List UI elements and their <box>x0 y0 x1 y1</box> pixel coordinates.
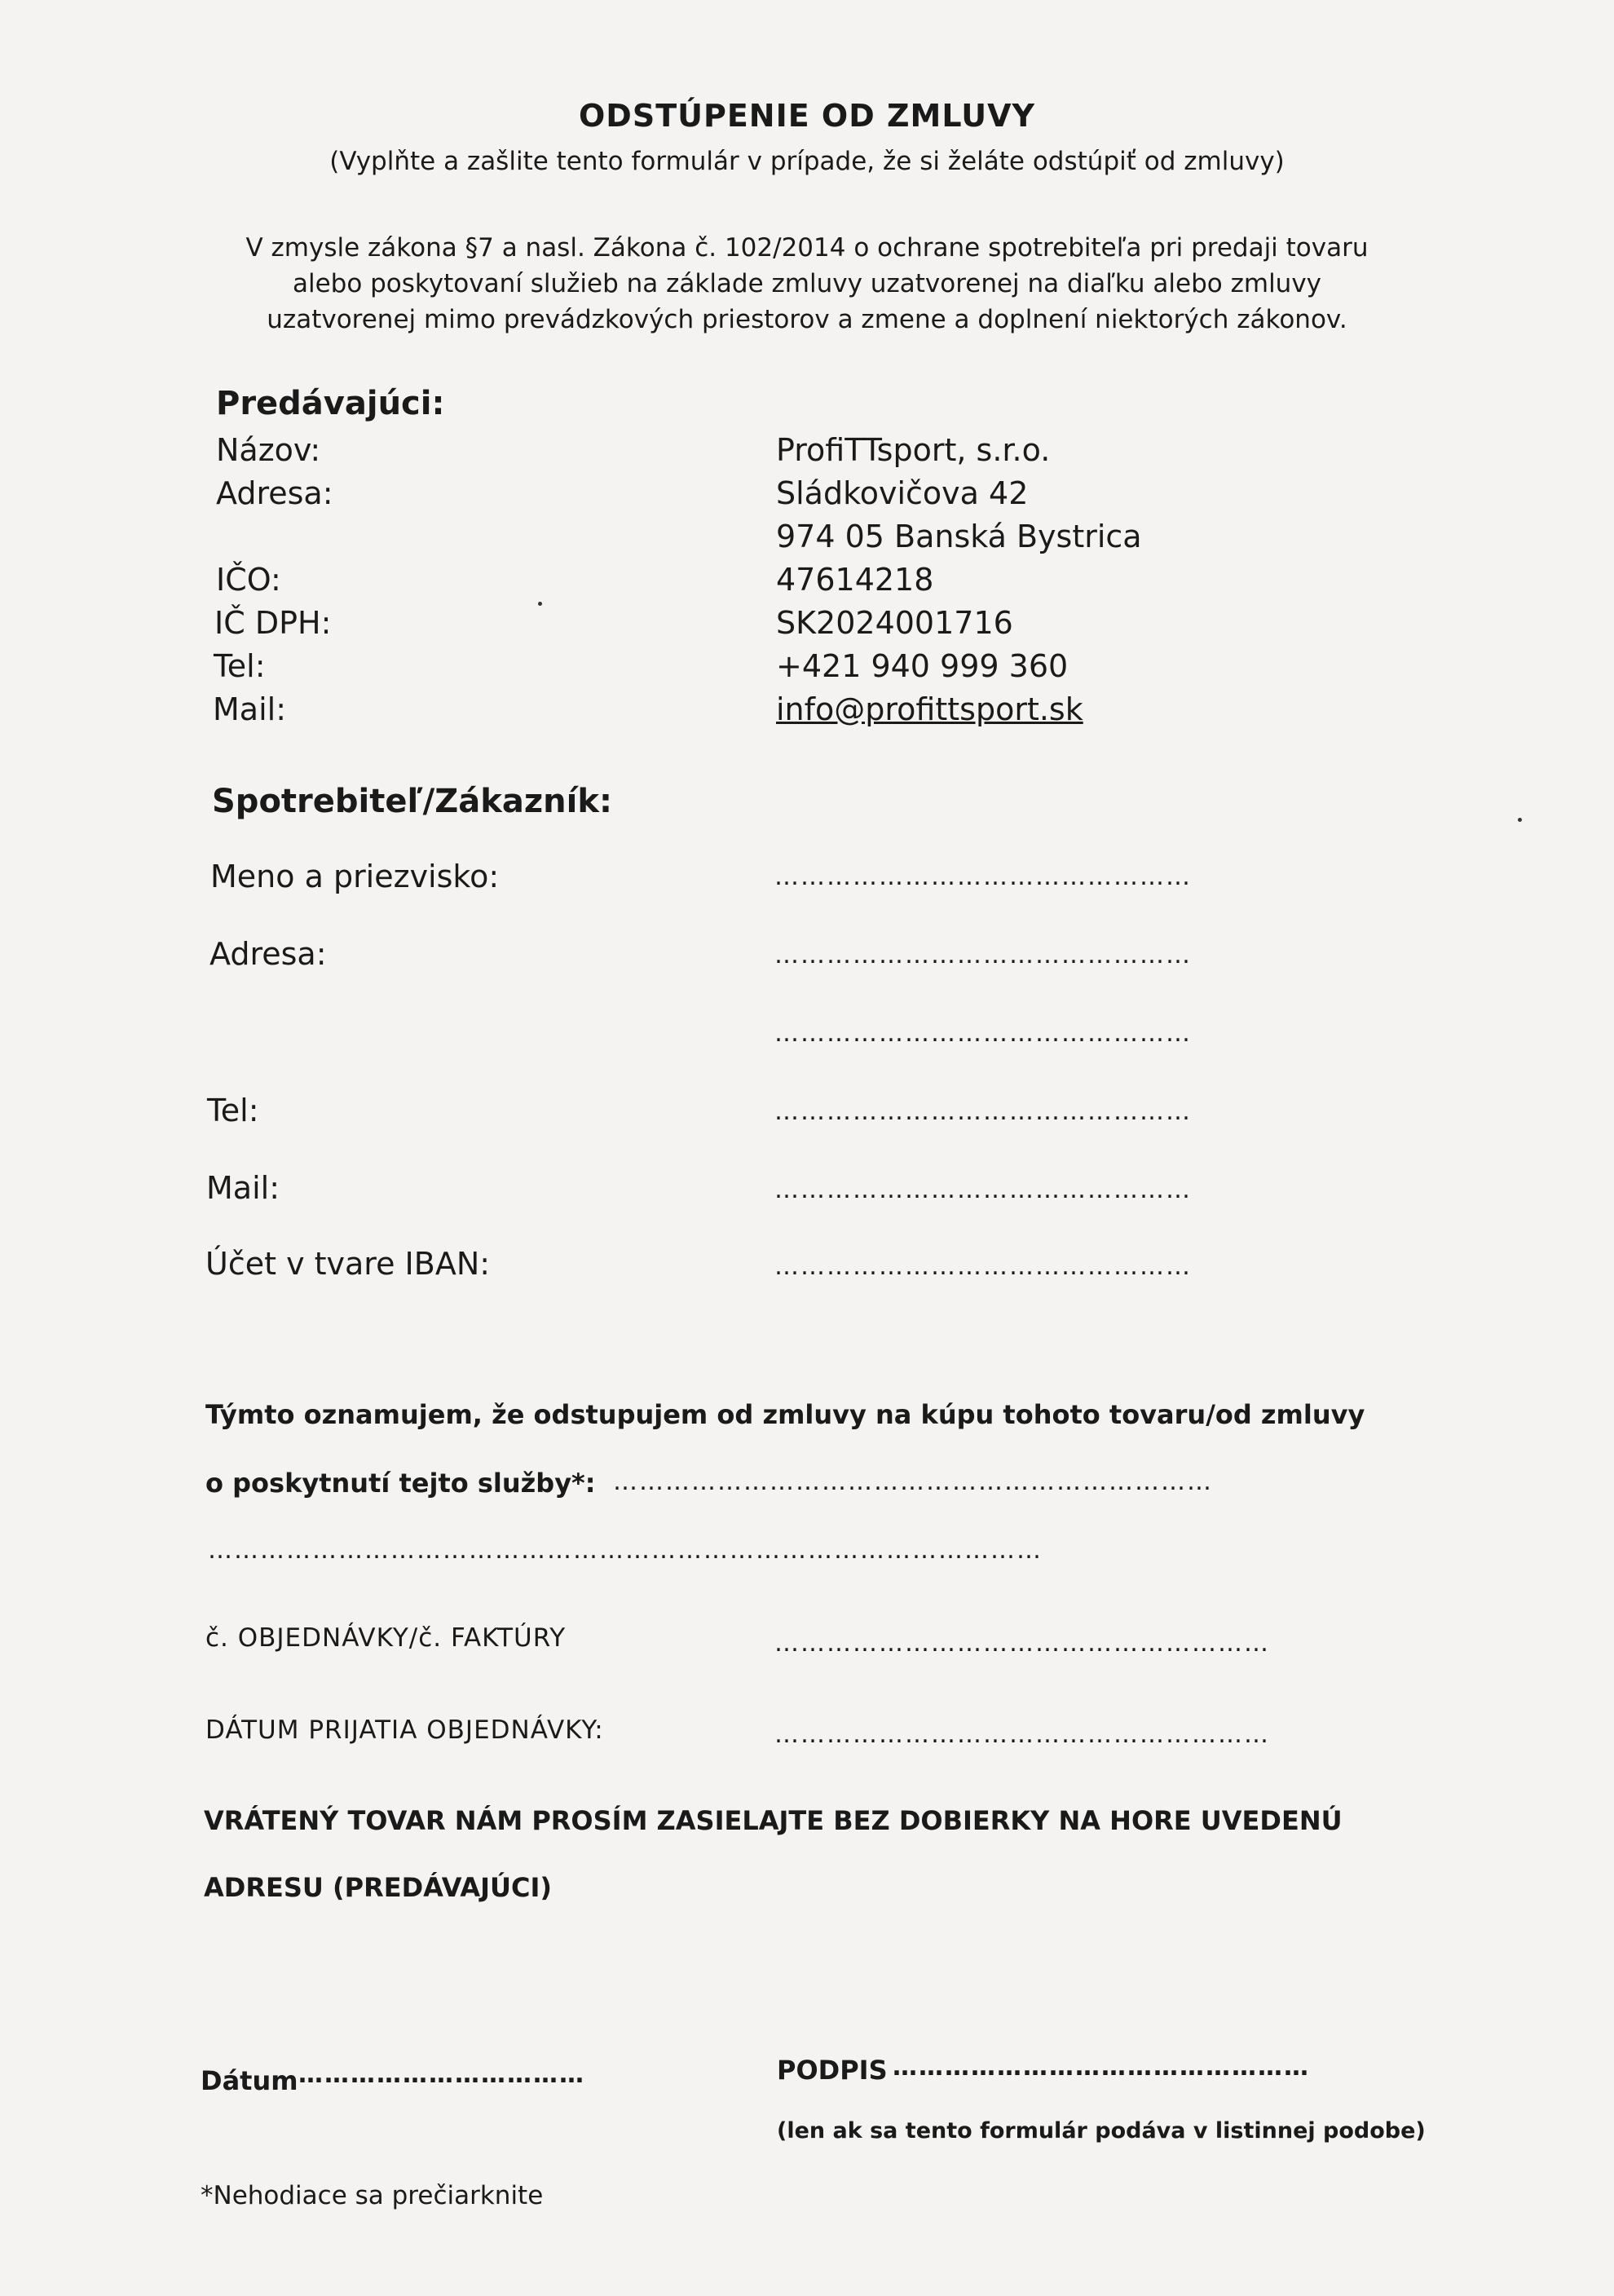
customer-iban-label: Účet v tvare IBAN: <box>205 1246 491 1282</box>
customer-mail-field[interactable]: ………………………………………… <box>774 1176 1192 1204</box>
date-label: Dátum <box>201 2065 298 2096</box>
seller-street-value: Sládkovičova 42 <box>776 475 1029 511</box>
withdrawal-item-field-1[interactable]: …………………………………………………………… <box>613 1468 1213 1496</box>
customer-address-field-1[interactable]: ………………………………………… <box>774 941 1192 969</box>
seller-mail-label: Mail: <box>213 691 286 727</box>
signature-label: PODPIS <box>777 2055 888 2086</box>
legal-intro <box>196 230 1418 338</box>
form-title: ODSTÚPENIE OD ZMLUVY <box>578 98 1035 134</box>
customer-address-label: Adresa: <box>209 936 327 972</box>
order-number-label: č. OBJEDNÁVKY/č. FAKTÚRY <box>205 1623 567 1653</box>
seller-tel-value: +421 940 999 360 <box>776 648 1069 684</box>
return-note-line1: VRÁTENÝ TOVAR NÁM PROSÍM ZASIELAJTE BEZ DOBIERKY NA HORE UVEDENÚ <box>204 1805 1343 1836</box>
seller-address-label: Adresa: <box>216 475 333 511</box>
customer-tel-field[interactable]: ………………………………………… <box>774 1097 1192 1126</box>
scan-speck <box>1518 818 1522 822</box>
withdrawal-statement-line1: Týmto oznamujem, že odstupujem od zmluvy na kúpu tohoto tovaru/od zmluvy <box>205 1399 1365 1430</box>
signature-field[interactable]: ………………………………………… <box>893 2053 1310 2082</box>
withdrawal-item-field-2[interactable]: …………………………………………………………………………………… <box>208 1536 1043 1565</box>
date-field[interactable]: …………………………… <box>298 2060 585 2089</box>
intro-line: alebo poskytovaní služieb na základe zmluvy uzatvorenej na diaľku alebo zmluvy <box>292 269 1322 298</box>
withdrawal-statement-line2: o poskytnutí tejto služby*: <box>205 1468 596 1499</box>
seller-mail-link[interactable]: info@profittsport.sk <box>776 691 1083 727</box>
seller-tel-label: Tel: <box>214 648 266 684</box>
order-number-field[interactable]: ………………………………………………… <box>774 1629 1270 1658</box>
order-date-label: DÁTUM PRIJATIA OBJEDNÁVKY: <box>205 1715 604 1745</box>
seller-ico-value: 47614218 <box>776 562 934 598</box>
customer-heading: Spotrebiteľ/Zákazník: <box>212 783 612 820</box>
form-subtitle: (Vyplňte a zašlite tento formulár v prípade, že si želáte odstúpiť od zmluvy) <box>329 147 1285 176</box>
scan-speck <box>538 602 542 606</box>
seller-city-value: 974 05 Banská Bystrica <box>776 519 1142 554</box>
intro-line: uzatvorenej mimo prevádzkových priestorov a zmene a doplnení niektorých zákonov. <box>267 305 1347 334</box>
customer-address-field-2[interactable]: ………………………………………… <box>774 1019 1192 1048</box>
seller-name-label: Názov: <box>216 432 321 468</box>
customer-tel-label: Tel: <box>207 1093 259 1128</box>
seller-icdph-value: SK2024001716 <box>776 605 1013 641</box>
seller-icdph-label: IČ DPH: <box>214 605 332 641</box>
intro-line: V zmysle zákona §7 a nasl. Zákona č. 102/2014 o ochrane spotrebiteľa pri predaji tovaru <box>245 233 1369 263</box>
return-note-line2: ADRESU (PREDÁVAJÚCI) <box>204 1872 552 1903</box>
customer-name-label: Meno a priezvisko: <box>210 859 500 894</box>
order-date-field[interactable]: ………………………………………………… <box>774 1720 1270 1749</box>
seller-heading: Predávajúci: <box>216 385 445 422</box>
footnote: *Nehodiace sa prečiarknite <box>201 2181 544 2210</box>
seller-ico-label: IČO: <box>216 562 281 598</box>
seller-name-value: ProfiTTsport, s.r.o. <box>776 432 1051 468</box>
signature-note: (len ak sa tento formulár podáva v listinnej podobe) <box>777 2118 1426 2144</box>
customer-iban-field[interactable]: ………………………………………… <box>774 1252 1192 1281</box>
customer-mail-label: Mail: <box>206 1170 280 1206</box>
customer-name-field[interactable]: ………………………………………… <box>774 863 1192 891</box>
